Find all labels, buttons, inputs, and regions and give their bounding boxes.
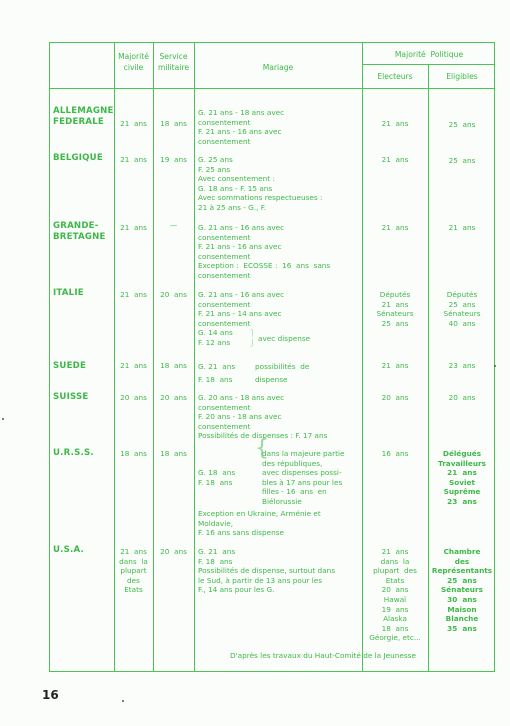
cell-majorite-civile: 21 ans [120,155,147,164]
cell-electeurs: 21 ans [381,119,409,128]
cell-service-militaire: 20 ans [160,290,187,299]
cell-mariage: G. 21 ans F. 18 ans Possibilités de dispense, surtout dans le Sud, à partir de 13 ans pour les F., 14 ans pour les G. [198,547,336,595]
cell-mariage: G. 25 ans F. 25 ans Avec consentement : G. 18 ans - F. 15 ans Avec sommations respectueuses : 21 à 25 ans - G., F. [198,155,323,212]
header-majorite-politique: Majorité Politique [394,50,464,59]
cell-eligibles: 20 ans [448,393,476,402]
header-rule [362,64,494,65]
country-name: ITALIE [53,288,84,298]
brace: ⎫ ⎭ [250,329,255,347]
cell-eligibles: 25 ans [448,120,476,129]
cell-majorite-civile: 21 ans [120,361,147,370]
cell-eligibles: Députés 25 ans Sénateurs 40 ans [443,290,481,328]
cell-mariage: G. 21 ans - 16 ans avec consentement F. 21 ans - 16 ans avec consentement Exception : ECOSSE : 16 ans sans consentement [198,223,331,280]
brace: { [255,436,269,461]
cell-majorite-civile: 21 ans [120,223,147,232]
cell-mariage: G. 18 ans F. 18 ans [198,468,236,487]
footnote: D'après les travaux du Haut-Comité de la Jeunesse [230,651,416,660]
header-majorite-civile: Majorité civile [118,52,149,72]
country-name: U.S.A. [53,545,84,555]
country-name: BELGIQUE [53,153,103,163]
cell-electeurs: 20 ans [381,393,409,402]
speck [122,700,124,702]
cell-mariage: G. 21 ans - 16 ans avec consentement F. 21 ans - 14 ans avec consentement G. 14 ans F. 12 ans [198,290,285,347]
cell-electeurs: 21 ans [381,361,409,370]
cell-electeurs: Députés 21 ans Sénateurs 25 ans [376,290,414,328]
header-mariage: Mariage [262,63,294,72]
cell-service-militaire: 20 ans [160,393,187,402]
cell-mariage-extra: Exception en Ukraine, Arménie et Moldavie, F. 16 ans sans dispense [198,509,321,538]
cell-majorite-civile: 21 ans [120,290,147,299]
header-service-militaire: Service militaire [157,52,190,72]
column-divider [194,43,195,671]
cell-eligibles: 25 ans [448,156,476,165]
country-name: U.R.S.S. [53,448,94,458]
column-divider [153,43,154,671]
cell-electeurs: 21 ans [381,223,409,232]
cell-eligibles: Délégués Travailleurs 21 ans Soviet Suprême 23 ans [438,449,486,506]
cell-service-militaire: — [169,221,178,230]
cell-majorite-civile: 21 ans dans la plupart des Etats [119,547,148,595]
header-electeurs: Electeurs [377,72,413,81]
cell-service-militaire: 18 ans [160,449,187,458]
table-frame [49,42,495,672]
country-name: SUISSE [53,392,89,402]
cell-eligibles: 23 ans [448,361,476,370]
cell-mariage: G. 21 ans F. 18 ans [198,362,236,384]
cell-service-militaire: 20 ans [160,547,187,556]
cell-service-militaire: 18 ans [160,361,187,370]
cell-eligibles: 21 ans [448,223,476,232]
cell-electeurs: 21 ans dans la plupart des Etats 20 ans Hawaï 19 ans Alaska 18 ans Géorgie, etc... [369,547,421,643]
cell-electeurs: 21 ans [381,155,409,164]
cell-majorite-civile: 20 ans [120,393,147,402]
cell-mariage: G. 21 ans - 18 ans avec consentement F. 21 ans - 16 ans avec consentement [198,108,285,146]
cell-majorite-civile: 21 ans [120,119,147,128]
header-eligibles: Eligibles [446,72,478,81]
cell-eligibles: Chambre des Représentants 25 ans Sénateurs 30 ans Maison Blanche 35 ans [431,547,493,633]
speck [494,365,496,367]
cell-electeurs: 16 ans [381,449,409,458]
page-number: 16 [42,688,59,702]
country-name: ALLEMAGNE FEDERALE [53,106,114,127]
cell-majorite-civile: 18 ans [120,449,147,458]
country-name: SUEDE [53,361,87,371]
cell-mariage-note: avec dispense [258,334,311,343]
cell-service-militaire: 19 ans [160,155,187,164]
header-rule [50,88,494,89]
cell-mariage: G. 20 ans - 18 ans avec consentement F. 20 ans - 18 ans avec consentement Possibilités de dispenses : F. 17 ans [198,393,328,441]
cell-mariage-note: possibilités de dispense [255,362,310,384]
country-name: GRANDE- BRETAGNE [53,221,106,242]
cell-mariage-note: dans la majeure partie des républiques, avec dispenses possi- bles à 17 ans pour les filles - 16 ans en Biélorussie [262,449,345,506]
cell-service-militaire: 18 ans [160,119,187,128]
speck [2,418,4,420]
